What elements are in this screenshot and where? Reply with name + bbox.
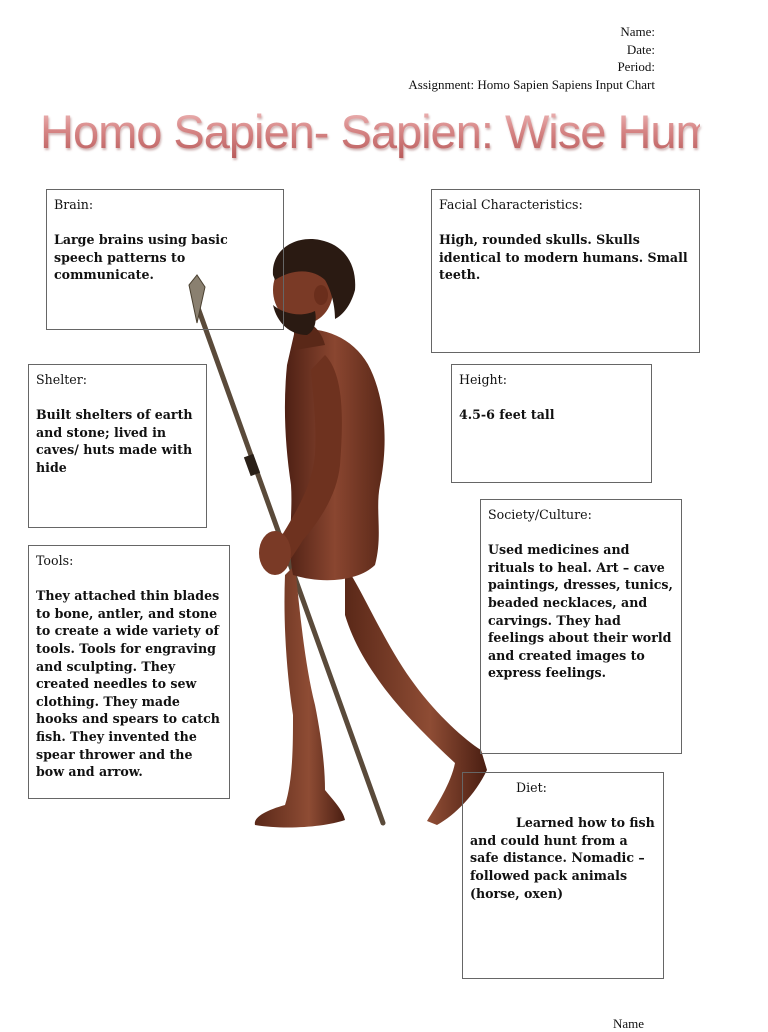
worksheet-header [408,23,655,93]
period-field-label: Period: [617,59,655,75]
hand [259,531,291,575]
next-page-name-label: Name [613,1016,645,1031]
head [273,239,355,335]
height-box [451,364,652,483]
tools-text: They attached thin blades to bone, antler, and stone to create a wide variety of tools. Tools for engraving and sculpting. They created needles to sew clothing. They made hooks and spears to catch fish. They invented the spear thrower and the bow and arrow. [36,588,220,780]
tools-label: Tools: [36,553,74,568]
shelter-text: Built shelters of earth and stone; lived in caves/ huts made with hide [36,407,193,475]
height-label: Height: [459,372,507,387]
diet-box [462,772,664,979]
name-field-label: Name: [620,24,655,39]
tools-box [28,545,230,799]
page-title: Homo Sapien- Sapien: Wise Human [40,105,764,158]
ear [314,285,328,305]
facial-characteristics-label: Facial Characteristics: [439,197,583,212]
facial-characteristics-text: High, rounded skulls. Skulls identical to modern humans. Small teeth. [439,232,688,283]
assignment-label: Assignment: Homo Sapien Sapiens Input Chart [408,76,655,92]
facial-characteristics-box [431,189,700,353]
brain-box [46,189,284,330]
diet-label: Diet: [516,780,547,795]
shelter-box [28,364,207,528]
brain-text: Large brains using basic speech patterns to communicate. [54,232,228,283]
date-field-label: Date: [626,41,655,57]
front-leg [255,565,345,827]
society-culture-text: Used medicines and rituals to heal. Art – cave paintings, dresses, tunics, beaded necklaces, and carvings. They had feelings about their world and created images to express feelings. [488,542,673,681]
height-text: 4.5-6 feet tall [459,407,555,423]
shelter-label: Shelter: [36,372,87,387]
society-culture-label: Society/Culture: [488,507,592,522]
brain-label: Brain: [54,197,94,212]
diet-text: Learned how to fish and could hunt from a safe distance. Nomadic – followed pack animals (horse, oxen) [470,815,655,901]
society-culture-box [480,499,682,754]
